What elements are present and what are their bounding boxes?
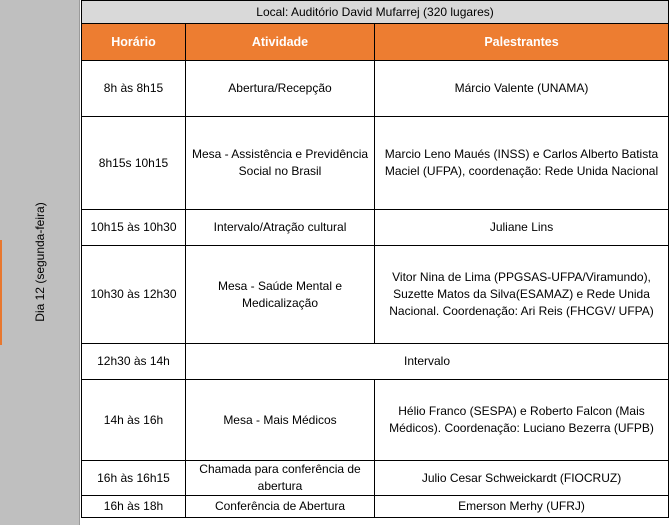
table-row [82, 380, 669, 461]
time-cell: 14h às 16h [82, 380, 186, 461]
header-activity: Atividade [186, 24, 375, 61]
activity-cell: Chamada para conferência de abertura [186, 461, 375, 496]
table-row [82, 117, 669, 210]
activity-cell: Mesa - Saúde Mental e Medicalização [186, 246, 375, 344]
speakers-cell: Julio Cesar Schweickardt (FIOCRUZ) [375, 461, 669, 496]
speakers-cell: Emerson Merhy (UFRJ) [375, 496, 669, 518]
speakers-cell: Marcio Leno Maués (INSS) e Carlos Alberto Batista Maciel (UFPA), coordenação: Rede Unida Nacional [375, 117, 669, 210]
location-row [82, 1, 669, 24]
table-row [82, 461, 669, 496]
time-cell: 12h30 às 14h [82, 344, 186, 380]
activity-cell: Conferência de Abertura [186, 496, 375, 518]
table-row [82, 344, 669, 380]
time-cell: 10h15 às 10h30 [82, 210, 186, 246]
time-cell: 16h às 16h15 [82, 461, 186, 496]
activity-cell: Mesa - Assistência e Previdência Social no Brasil [186, 117, 375, 210]
header-speakers: Palestrantes [375, 24, 669, 61]
table-row [82, 246, 669, 344]
table-row [82, 210, 669, 246]
day-accent-bar [0, 240, 2, 345]
day-column [0, 0, 80, 525]
location-text: Local: Auditório David Mufarrej (320 lugares) [82, 1, 669, 24]
header-row [82, 24, 669, 61]
time-cell: 16h às 18h [82, 496, 186, 518]
table-row [82, 61, 669, 117]
day-label: Dia 12 (segunda-feira) [33, 202, 47, 322]
schedule-table [81, 0, 669, 518]
activity-cell: Abertura/Recepção [186, 61, 375, 117]
speakers-cell: Vitor Nina de Lima (PPGSAS-UFPA/Viramundo), Suzette Matos da Silva(ESAMAZ) e Rede Unida Nacional. Coordenação: Ari Reis (FHCGV/ UFPA) [375, 246, 669, 344]
speakers-cell: Márcio Valente (UNAMA) [375, 61, 669, 117]
activity-cell: Mesa - Mais Médicos [186, 380, 375, 461]
activity-cell: Intervalo/Atração cultural [186, 210, 375, 246]
speakers-cell: Hélio Franco (SESPA) e Roberto Falcon (Mais Médicos). Coordenação: Luciano Bezerra (UFPB) [375, 380, 669, 461]
speakers-cell: Juliane Lins [375, 210, 669, 246]
header-time: Horário [82, 24, 186, 61]
time-cell: 10h30 às 12h30 [82, 246, 186, 344]
time-cell: 8h às 8h15 [82, 61, 186, 117]
table-row [82, 496, 669, 518]
time-cell: 8h15s 10h15 [82, 117, 186, 210]
merged-activity-cell: Intervalo [186, 344, 669, 380]
